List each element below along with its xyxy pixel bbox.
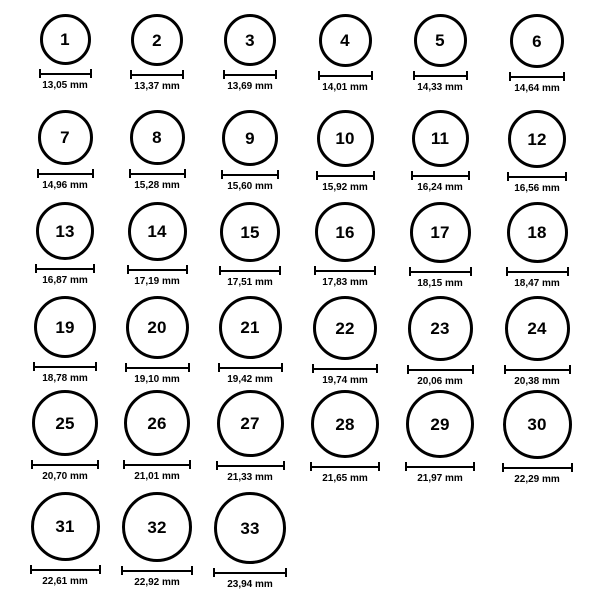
ring-diameter-label: 17,51 mm <box>227 277 273 288</box>
measure-tick-left <box>407 365 409 374</box>
ring-size-cell <box>311 390 379 484</box>
measure-tick-left <box>39 69 41 78</box>
ring-diameter-label: 14,96 mm <box>42 180 88 191</box>
ring-circle <box>220 202 280 262</box>
measure-tick-right <box>374 266 376 275</box>
ring-diameter-label: 21,97 mm <box>417 473 463 484</box>
ring-diameter-label: 20,38 mm <box>514 376 560 387</box>
measure-tick-right <box>90 69 92 78</box>
ring-diameter-label: 13,37 mm <box>134 81 180 92</box>
ring-diameter-label: 13,05 mm <box>42 80 88 91</box>
ring-size-cell <box>506 202 568 289</box>
measure-tick-right <box>186 265 188 274</box>
measure-tick-left <box>405 462 407 471</box>
measure-tick-left <box>123 460 125 469</box>
ring-size-cell <box>126 14 188 92</box>
measure-line <box>216 465 285 467</box>
measure-line <box>31 464 99 466</box>
measure-line <box>407 369 474 371</box>
measure-tick-right <box>563 72 565 81</box>
ring-size-cell <box>409 110 471 193</box>
ring-size-cell <box>34 110 96 191</box>
ring-diameter-label: 14,64 mm <box>514 83 560 94</box>
diameter-measure-bar <box>221 170 279 179</box>
ring-diameter-label: 16,87 mm <box>42 275 88 286</box>
ring-size-number: 10 <box>335 129 355 148</box>
ring-circle <box>319 14 372 67</box>
measure-tick-left <box>506 267 508 276</box>
measure-tick-left <box>33 362 35 371</box>
measure-line <box>509 76 565 78</box>
measure-tick-left <box>310 462 312 471</box>
ring-size-number: 6 <box>532 31 542 51</box>
ring-size-cell <box>219 110 281 192</box>
diameter-measure-bar <box>502 463 573 472</box>
diameter-measure-bar <box>125 363 190 372</box>
ring-size-number: 19 <box>55 317 75 337</box>
measure-tick-left <box>316 171 318 180</box>
ring-circle <box>311 390 379 458</box>
diameter-measure-bar <box>31 460 99 469</box>
diameter-measure-bar <box>509 72 565 81</box>
measure-tick-right <box>376 364 378 373</box>
diameter-measure-bar <box>30 565 101 574</box>
measure-tick-right <box>275 70 277 79</box>
measure-tick-left <box>312 364 314 373</box>
ring-size-number: 8 <box>152 128 162 147</box>
measure-tick-left <box>129 169 131 178</box>
ring-circle <box>34 296 96 358</box>
diameter-measure-bar <box>316 171 375 180</box>
ring-circle <box>408 296 473 361</box>
measure-line <box>223 74 277 76</box>
measure-tick-right <box>468 171 470 180</box>
ring-circle <box>31 492 100 561</box>
measure-tick-right <box>473 462 475 471</box>
measure-line <box>123 464 191 466</box>
diameter-measure-bar <box>33 362 97 371</box>
measure-tick-right <box>371 71 373 80</box>
ring-circle <box>313 296 377 360</box>
ring-size-number: 27 <box>240 414 260 433</box>
ring-size-cell <box>506 14 568 94</box>
ring-size-number: 25 <box>55 413 75 433</box>
measure-tick-left <box>218 363 220 372</box>
measure-line <box>219 270 281 272</box>
measure-line <box>129 173 186 175</box>
ring-size-cell <box>217 390 284 483</box>
ring-size-number: 4 <box>340 31 350 50</box>
diameter-measure-bar <box>35 264 95 273</box>
ring-size-number: 21 <box>240 318 260 337</box>
measure-line <box>316 175 375 177</box>
ring-circle <box>508 110 566 168</box>
ring-diameter-label: 23,94 mm <box>227 579 273 590</box>
ring-size-cell <box>408 296 473 387</box>
ring-size-number: 12 <box>527 129 547 149</box>
ring-size-number: 26 <box>147 413 167 433</box>
ring-circle <box>124 390 190 456</box>
measure-line <box>413 75 468 77</box>
measure-tick-right <box>571 463 573 472</box>
ring-size-number: 5 <box>435 31 445 50</box>
ring-diameter-label: 17,83 mm <box>322 277 368 288</box>
ring-diameter-label: 21,65 mm <box>322 473 368 484</box>
measure-tick-right <box>97 460 99 469</box>
ring-size-cell <box>506 110 568 194</box>
ring-diameter-label: 18,47 mm <box>514 278 560 289</box>
ring-size-cell <box>314 202 376 288</box>
measure-line <box>409 271 472 273</box>
measure-tick-left <box>127 265 129 274</box>
measure-tick-left <box>130 70 132 79</box>
ring-circle <box>130 110 185 165</box>
measure-line <box>506 271 569 273</box>
ring-diameter-label: 15,60 mm <box>227 181 273 192</box>
ring-circle <box>128 202 187 261</box>
ring-circle <box>410 202 471 263</box>
ring-size-number: 32 <box>147 517 167 537</box>
measure-tick-left <box>35 264 37 273</box>
ring-size-number: 31 <box>55 517 75 536</box>
diameter-measure-bar <box>318 71 373 80</box>
ring-size-number: 22 <box>335 318 355 338</box>
ring-diameter-label: 14,33 mm <box>417 82 463 93</box>
diameter-measure-bar <box>127 265 188 274</box>
diameter-measure-bar <box>312 364 378 373</box>
measure-line <box>312 368 378 370</box>
ring-diameter-label: 16,24 mm <box>417 182 463 193</box>
measure-tick-right <box>470 267 472 276</box>
ring-diameter-label: 21,01 mm <box>134 471 180 482</box>
ring-size-number: 29 <box>430 414 450 434</box>
ring-diameter-label: 20,70 mm <box>42 471 88 482</box>
ring-size-cell <box>124 390 190 482</box>
ring-circle <box>510 14 564 68</box>
measure-tick-left <box>223 70 225 79</box>
ring-size-number: 15 <box>240 222 260 242</box>
measure-tick-left <box>504 365 506 374</box>
measure-line <box>411 175 470 177</box>
ring-size-cell <box>314 14 376 93</box>
ring-size-cell <box>126 202 188 287</box>
measure-tick-right <box>92 169 94 178</box>
ring-size-cell <box>34 202 96 286</box>
measure-tick-left <box>411 171 413 180</box>
ring-diameter-label: 18,15 mm <box>417 278 463 289</box>
ring-size-cell <box>406 390 474 484</box>
measure-line <box>502 467 573 469</box>
measure-line <box>218 367 283 369</box>
diameter-measure-bar <box>130 70 184 79</box>
measure-tick-right <box>191 566 193 575</box>
ring-size-number: 24 <box>527 319 547 338</box>
measure-tick-right <box>472 365 474 374</box>
ring-diameter-label: 19,74 mm <box>322 375 368 386</box>
diameter-measure-bar <box>216 461 285 470</box>
measure-tick-left <box>507 172 509 181</box>
ring-size-cell <box>31 492 100 587</box>
measure-line <box>221 174 279 176</box>
measure-tick-right <box>182 70 184 79</box>
measure-tick-right <box>279 266 281 275</box>
ring-diameter-label: 18,78 mm <box>42 373 88 384</box>
ring-circle <box>315 202 375 262</box>
ring-circle <box>38 110 93 165</box>
diameter-measure-bar <box>218 363 283 372</box>
measure-line <box>127 269 188 271</box>
measure-line <box>33 366 97 368</box>
measure-line <box>213 572 287 574</box>
measure-line <box>318 75 373 77</box>
ring-size-cell <box>219 14 281 92</box>
ring-size-cell <box>505 296 570 387</box>
ring-diameter-label: 22,92 mm <box>134 577 180 588</box>
ring-diameter-label: 15,28 mm <box>134 180 180 191</box>
ring-size-cell <box>34 14 96 91</box>
ring-circle <box>406 390 474 458</box>
measure-line <box>314 270 376 272</box>
diameter-measure-bar <box>314 266 376 275</box>
measure-line <box>37 173 94 175</box>
ring-diameter-label: 13,69 mm <box>227 81 273 92</box>
measure-tick-right <box>95 362 97 371</box>
ring-diameter-label: 22,61 mm <box>42 576 88 587</box>
ring-size-number: 30 <box>527 415 547 434</box>
diameter-measure-bar <box>407 365 474 374</box>
ring-circle <box>36 202 94 260</box>
ring-circle <box>32 390 98 456</box>
ring-size-cell <box>219 296 282 385</box>
measure-tick-right <box>378 462 380 471</box>
ring-size-number: 13 <box>55 221 75 241</box>
measure-tick-right <box>373 171 375 180</box>
diameter-measure-bar <box>413 71 468 80</box>
ring-circle <box>40 14 91 65</box>
measure-line <box>130 74 184 76</box>
measure-tick-right <box>283 461 285 470</box>
ring-circle <box>214 492 286 564</box>
measure-tick-left <box>221 170 223 179</box>
ring-circle <box>122 492 192 562</box>
ring-size-number: 33 <box>240 518 260 538</box>
ring-circle <box>412 110 469 167</box>
diameter-measure-bar <box>129 169 186 178</box>
measure-tick-right <box>189 460 191 469</box>
diameter-measure-bar <box>39 69 92 78</box>
ring-size-number: 20 <box>147 318 167 337</box>
measure-tick-left <box>31 460 33 469</box>
measure-tick-left <box>213 568 215 577</box>
measure-tick-right <box>281 363 283 372</box>
measure-line <box>30 569 101 571</box>
ring-size-cell <box>214 492 286 590</box>
measure-line <box>405 466 475 468</box>
measure-tick-right <box>93 264 95 273</box>
measure-tick-right <box>285 568 287 577</box>
ring-diameter-label: 20,06 mm <box>417 376 463 387</box>
measure-tick-right <box>99 565 101 574</box>
diameter-measure-bar <box>213 568 287 577</box>
ring-circle <box>131 14 183 66</box>
measure-tick-right <box>188 363 190 372</box>
diameter-measure-bar <box>504 365 571 374</box>
ring-circle <box>224 14 276 66</box>
measure-line <box>35 268 95 270</box>
measure-tick-left <box>314 266 316 275</box>
measure-tick-left <box>509 72 511 81</box>
ring-size-cell <box>34 296 96 384</box>
measure-tick-right <box>567 267 569 276</box>
measure-line <box>507 176 567 178</box>
ring-size-cell <box>409 14 471 93</box>
ring-size-number: 18 <box>527 223 547 242</box>
measure-tick-left <box>216 461 218 470</box>
measure-line <box>121 570 193 572</box>
ring-diameter-label: 15,92 mm <box>322 182 368 193</box>
ring-circle <box>219 296 282 359</box>
measure-tick-right <box>565 172 567 181</box>
ring-diameter-label: 22,29 mm <box>514 474 560 485</box>
ring-size-cell <box>219 202 281 288</box>
ring-diameter-label: 19,42 mm <box>227 374 273 385</box>
ring-diameter-label: 21,33 mm <box>227 472 273 483</box>
measure-tick-left <box>413 71 415 80</box>
ring-circle <box>507 202 568 263</box>
measure-tick-left <box>502 463 504 472</box>
ring-size-number: 2 <box>152 30 162 50</box>
ring-size-cell <box>32 390 98 482</box>
ring-size-cell <box>126 110 188 191</box>
ring-diameter-label: 17,19 mm <box>134 276 180 287</box>
measure-tick-left <box>125 363 127 372</box>
ring-diameter-label: 14,01 mm <box>322 82 368 93</box>
ring-circle <box>505 296 570 361</box>
diameter-measure-bar <box>409 267 472 276</box>
ring-size-number: 17 <box>430 223 450 242</box>
ring-size-number: 9 <box>245 128 255 148</box>
ring-size-number: 14 <box>147 222 167 241</box>
diameter-measure-bar <box>219 266 281 275</box>
measure-tick-left <box>121 566 123 575</box>
ring-size-cell <box>314 110 376 193</box>
ring-circle <box>317 110 374 167</box>
diameter-measure-bar <box>507 172 567 181</box>
measure-tick-left <box>409 267 411 276</box>
ring-size-cell <box>503 390 572 485</box>
measure-line <box>504 369 571 371</box>
ring-diameter-label: 16,56 mm <box>514 183 560 194</box>
diameter-measure-bar <box>123 460 191 469</box>
ring-size-cell <box>313 296 377 386</box>
measure-tick-right <box>466 71 468 80</box>
ring-size-number: 3 <box>245 30 255 50</box>
diameter-measure-bar <box>121 566 193 575</box>
ring-size-cell <box>409 202 471 289</box>
diameter-measure-bar <box>37 169 94 178</box>
ring-diameter-label: 19,10 mm <box>134 374 180 385</box>
ring-size-cell <box>126 296 189 385</box>
ring-circle <box>503 390 572 459</box>
measure-line <box>39 73 92 75</box>
ring-size-number: 16 <box>335 222 355 242</box>
ring-circle <box>414 14 467 67</box>
measure-tick-right <box>184 169 186 178</box>
ring-size-cell <box>122 492 192 588</box>
ring-circle <box>126 296 189 359</box>
ring-circle <box>217 390 284 457</box>
diameter-measure-bar <box>310 462 380 471</box>
ring-size-number: 1 <box>60 30 70 49</box>
ring-size-number: 11 <box>430 129 450 148</box>
measure-tick-left <box>30 565 32 574</box>
ring-size-number: 7 <box>60 128 70 147</box>
ring-circle <box>222 110 278 166</box>
ring-size-number: 28 <box>335 414 355 434</box>
measure-tick-left <box>37 169 39 178</box>
diameter-measure-bar <box>506 267 569 276</box>
ring-size-number: 23 <box>430 319 450 338</box>
diameter-measure-bar <box>405 462 475 471</box>
measure-line <box>310 466 380 468</box>
diameter-measure-bar <box>223 70 277 79</box>
measure-tick-left <box>219 266 221 275</box>
measure-tick-right <box>277 170 279 179</box>
measure-tick-right <box>569 365 571 374</box>
measure-line <box>125 367 190 369</box>
diameter-measure-bar <box>411 171 470 180</box>
measure-tick-left <box>318 71 320 80</box>
